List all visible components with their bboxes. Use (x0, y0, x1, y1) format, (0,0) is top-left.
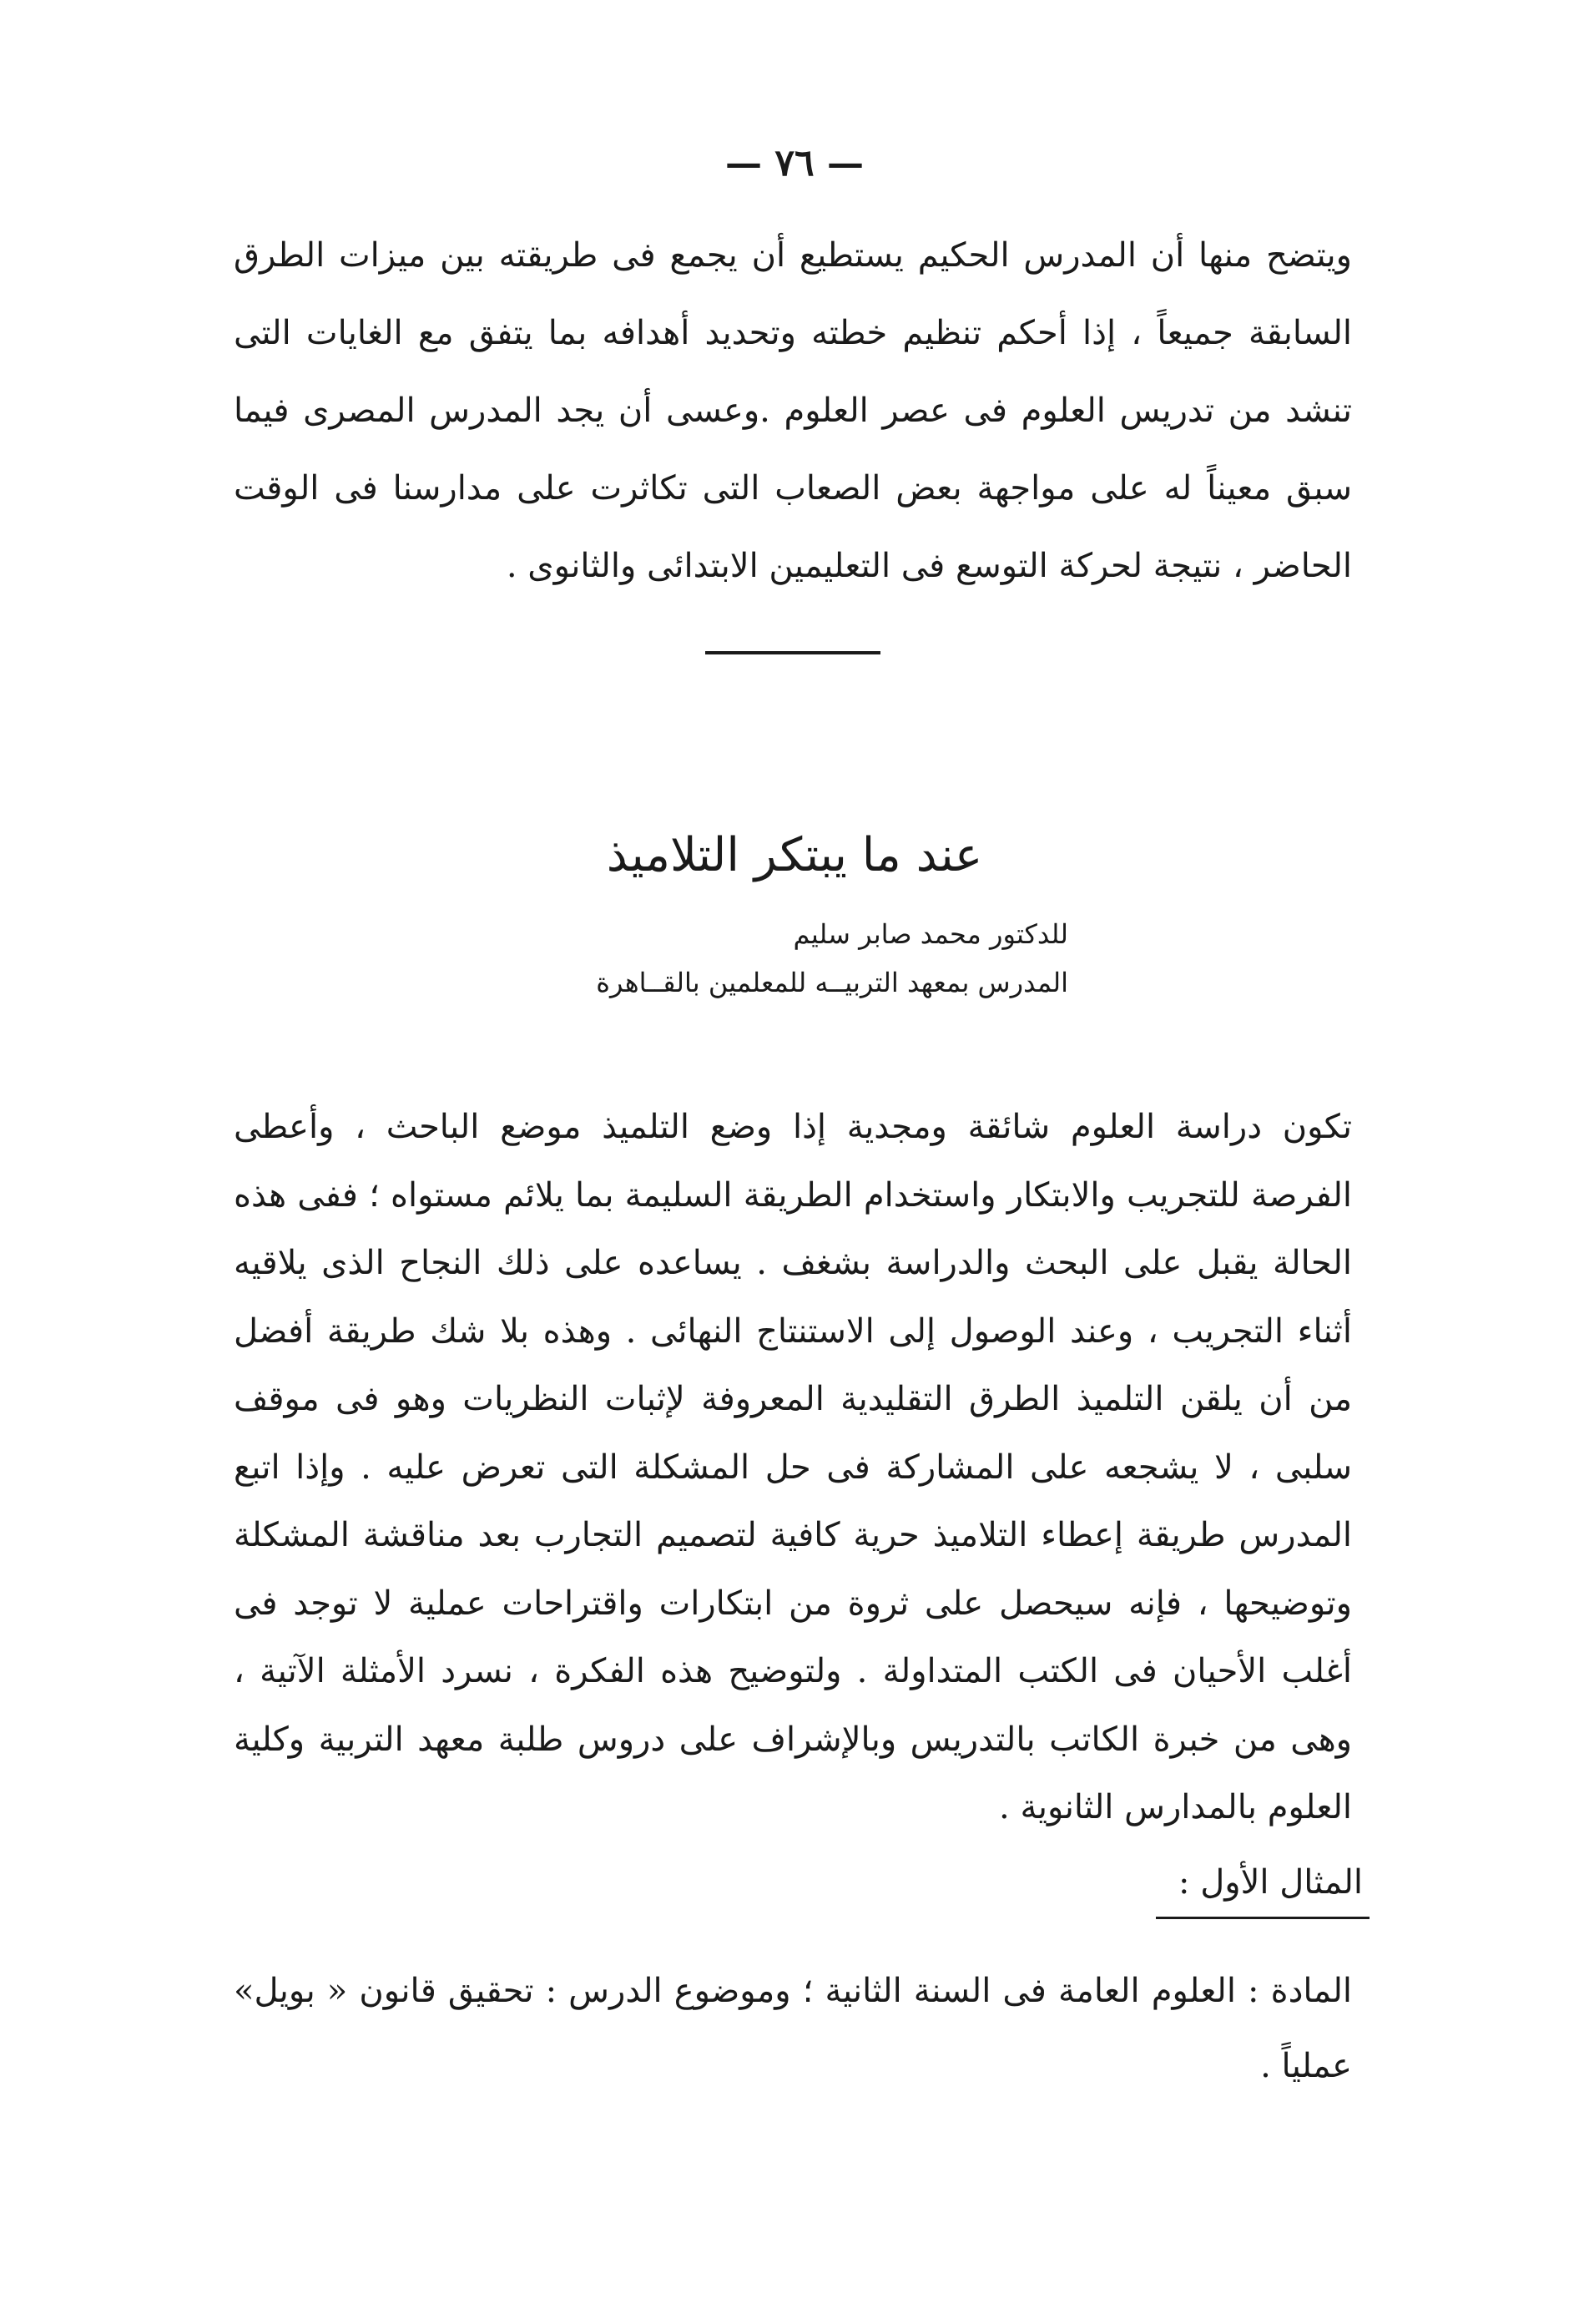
subject-paragraph-block (234, 1953, 1352, 2104)
section-divider (705, 651, 880, 654)
author-name: للدكتور محمد صابر سليم (793, 918, 1068, 950)
page-number: — ٧٦ — (725, 142, 864, 184)
example-heading: المثال الأول : (1156, 1853, 1370, 1919)
intro-paragraph: ويتضح منها أن المدرس الحكيم يستطيع أن يجمع فى طريقته بين ميزات الطرق السابقة جميعاً ، إذا أحكم تنظيم خطته وتحديد أهدافه بما يتفق مع الغايات التى تنشد من تدريس العلوم فى عصر العلوم .وعسى أن يجد المدرس المصرى فيما سبق معيناً له على مواجهة بعض الصعاب التى تكاثرت على مدارسنا فى الوقت الحاضر ، نتيجة لحركة التوسع فى التعليمين الابتدائى والثانوى . (234, 236, 1352, 585)
main-paragraph-block (234, 1094, 1352, 1842)
article-title: عند ما يبتكر التلاميذ (606, 828, 983, 882)
author-block (317, 910, 1068, 1007)
subject-paragraph: المادة : العلوم العامة فى السنة الثانية ؛ وموضوع الدرس : تحقيق قانون « بويل» عملياً . (234, 1972, 1352, 2085)
main-paragraph: تكون دراسة العلوم شائقة ومجدية إذا وضع التلميذ موضع الباحث ، وأعطى الفرصة للتجريب والابتكار واستخدام الطريقة السليمة بما يلائم مستواه ؛ ففى هذه الحالة يقبل على البحث والدراسة بشغف . يساعده على ذلك النجاح الذى يلاقيه أثناء التجريب ، وعند الوصول إلى الاستنتاج النهائى . وهذه بلا شك طريقة أفضل من أن يلقن التلميذ الطرق التقليدية المعروفة لإثبات النظريات وهو فى موقف سلبى ، لا يشجعه على المشاركة فى حل المشكلة التى تعرض عليه . وإذا اتبع المدرس طريقة إعطاء التلاميذ حرية كافية لتصميم التجارب بعد مناقشة المشكلة وتوضيحها ، فإنه سيحصل على ثروة من ابتكارات واقتراحات عملية لا توجد فى أغلب الأحيان فى الكتب المتداولة . ولتوضيح هذه الفكرة ، نسرد الأمثلة الآتية ، وهى من خبرة الكاتب بالتدريس وبالإشراف على دروس طلبة معهد التربية وكلية العلوم بالمدارس الثانوية . (234, 1108, 1352, 1826)
intro-paragraph-block (234, 217, 1352, 605)
author-affiliation: المدرس بمعهد التربيــه للمعلمين بالقــاهرة (596, 967, 1068, 998)
